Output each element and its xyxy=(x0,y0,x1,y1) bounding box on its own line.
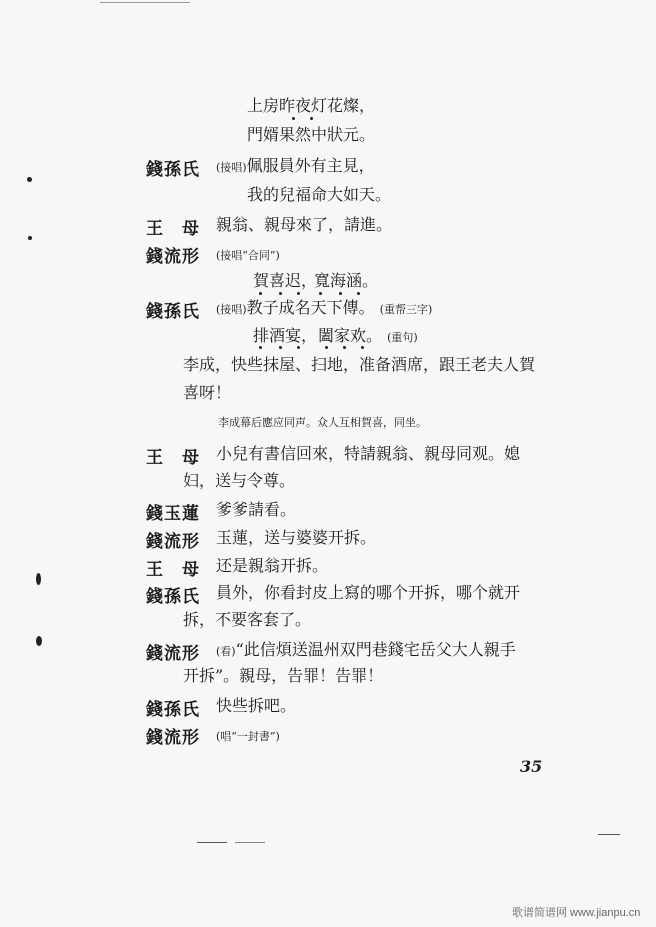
bottom-mark xyxy=(235,842,265,843)
lyric-line-2: 門婿果然中狀元。 xyxy=(247,125,376,144)
dialogue-text: 教子成名天下傳。 xyxy=(246,298,375,317)
lyric-line-1: 上房昨夜灯花燦， xyxy=(247,96,376,115)
stage-direction: 李成幕后應应同声。众人互相賀喜，同坐。 xyxy=(218,416,427,429)
speaker-label: 王 母 xyxy=(146,448,200,468)
dialogue-text: 拆，不要客套了。 xyxy=(183,610,312,629)
page-number: 35 xyxy=(520,757,543,776)
lyric-line: 排酒宴， xyxy=(253,326,318,345)
lyric-line: 寬海涵。 xyxy=(314,271,379,290)
dialogue-text: 玉蓮，送与婆婆开拆。 xyxy=(216,528,377,547)
speaker-label: 王 母 xyxy=(146,219,200,239)
stage-direction: (重句) xyxy=(387,331,418,344)
stage-direction: (唱“一封書”) xyxy=(216,730,280,743)
margin-smudge xyxy=(36,573,41,585)
emphasis-dots xyxy=(253,292,383,296)
speaker-label: 錢流形 xyxy=(146,247,200,267)
speaker-label: 錢流形 xyxy=(146,644,200,664)
dialogue-line xyxy=(216,298,432,320)
dialogue-line xyxy=(216,156,375,178)
speaker-label: 錢孫氏 xyxy=(146,700,200,720)
speaker-label: 錢流形 xyxy=(146,532,200,552)
stage-direction: (看) xyxy=(216,645,236,658)
top-edge-mark xyxy=(100,2,190,3)
dialogue-text: 親翁、親母來了，請進。 xyxy=(216,215,393,234)
dialogue-text: 还是親翁开拆。 xyxy=(216,556,329,575)
speaker-label: 錢孫氏 xyxy=(146,587,200,607)
emphasis-dots xyxy=(252,117,382,121)
lyric-line: 賀喜迟， xyxy=(253,271,318,290)
site-watermark: 歌谱简谱网 www.jianpu.cn xyxy=(512,907,641,919)
stage-direction: (接唱“合同”) xyxy=(216,249,280,262)
dialogue-text: 快些拆吧。 xyxy=(216,696,297,715)
dialogue-text: 开拆”。親母，告罪！告罪！ xyxy=(183,666,384,685)
margin-smudge xyxy=(27,177,32,182)
speaker-label: 錢玉蓮 xyxy=(146,504,200,524)
dialogue-line xyxy=(216,640,516,662)
speaker-label: 錢孫氏 xyxy=(146,302,200,322)
speaker-label: 錢流形 xyxy=(146,728,200,748)
dialogue-text: 小兒有書信回來，特請親翁、親母同观。媳 xyxy=(216,444,521,463)
bottom-mark xyxy=(598,834,620,835)
dialogue-text: 爹爹請看。 xyxy=(216,500,297,519)
speaker-label: 王 母 xyxy=(146,560,200,580)
stage-direction: (接唱) xyxy=(216,161,247,174)
lyric-text: 闔家欢。 xyxy=(318,326,383,345)
margin-smudge xyxy=(36,636,42,646)
emphasis-dots xyxy=(253,346,383,350)
dialogue-text: “此信煩送温州双門巷錢宅岳父大人親手 xyxy=(235,640,516,659)
lyric-line: 我的兒福命大如天。 xyxy=(247,185,392,204)
lyric-line xyxy=(318,326,418,348)
margin-smudge xyxy=(28,236,32,240)
dialogue-text: 妇，送与令尊。 xyxy=(183,471,296,490)
dialogue-text: 員外，你看封皮上寫的哪个开拆，哪个就开 xyxy=(216,583,521,602)
dialogue-text: 李成，快些抹屋、扫地，准备酒席，跟王老夫人賀 xyxy=(183,355,536,374)
stage-direction: (重帮三字) xyxy=(379,303,433,316)
dialogue-text: 喜呀！ xyxy=(183,383,232,402)
dialogue-text: 佩服員外有主見， xyxy=(246,156,375,175)
speaker-label: 錢孫氏 xyxy=(146,160,200,180)
bottom-mark xyxy=(197,842,227,843)
stage-direction: (接唱) xyxy=(216,303,247,316)
